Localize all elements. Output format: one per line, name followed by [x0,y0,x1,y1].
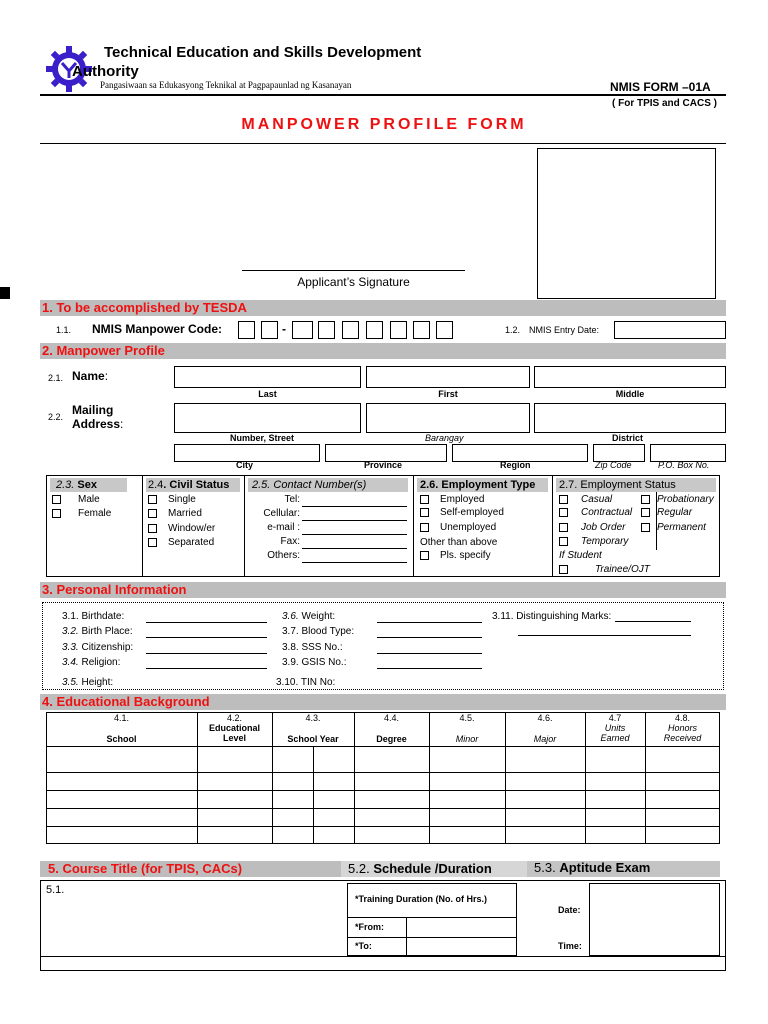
status-probationary[interactable]: Probationary [641,494,714,505]
sss-line[interactable] [377,653,482,654]
specify-checkbox[interactable] [420,551,429,560]
date-label: Date: [558,905,581,915]
code-digit-9[interactable] [436,321,453,339]
district-label: District [612,433,644,443]
barangay-label: Barangay [425,433,464,443]
to-label: *To: [355,941,372,951]
district-field[interactable] [534,403,726,433]
status-temporary[interactable]: Temporary [559,536,628,547]
pobox-label: P.O. Box No. [658,460,710,470]
fax-label: Fax: [280,536,300,547]
civil-option-single[interactable]: Single [148,494,196,505]
empstatus-title: 2.7. Employment Status [559,479,676,491]
casual-checkbox[interactable] [559,495,568,504]
others-label: Others: [267,550,300,561]
separated-checkbox[interactable] [148,538,157,547]
course-title-num: 5.1. [46,884,65,896]
code-dash: - [282,322,286,336]
status-trainee[interactable]: Trainee/OJT [559,564,650,575]
section2-bar [40,343,726,359]
sex-option-male[interactable]: Male [52,494,100,505]
title-rule [40,143,726,144]
bloodtype-label: 3.7. Blood Type: [282,626,355,637]
others-line[interactable] [302,562,407,563]
province-label: Province [364,460,403,470]
edu-row-line [46,746,720,747]
edu-row-line [46,808,720,809]
sex-title: 2.3. Sex [56,479,97,491]
code-digit-1[interactable] [238,321,255,339]
pls-specify[interactable]: Pls. specify [420,550,491,561]
signature-label: Applicant’s Signature [297,275,410,289]
aptitude-box [589,883,720,956]
birthdate-label: 3.1. Birthdate: [62,611,125,622]
status-permanent[interactable]: Permanent [641,522,706,533]
street-label: Number, Street [230,433,295,443]
mailing-label-2: Address: [72,417,124,431]
course-bottom-line [40,956,726,957]
permanent-checkbox[interactable] [641,523,650,532]
tel-label: Tel: [284,494,300,505]
section2-title: 2. Manpower Profile [42,343,165,358]
edu-head-year: 4.3. School Year [287,713,339,744]
last-label: Last [258,389,277,399]
section3-bar [40,582,726,598]
section1-bar [40,300,726,316]
status-contractual[interactable]: Contractual [559,507,632,518]
unemployed-checkbox[interactable] [420,523,429,532]
first-label: First [438,389,458,399]
code-digit-8[interactable] [413,321,430,339]
training-duration-label: *Training Duration (No. of Hrs.) [355,894,487,904]
trainee-checkbox[interactable] [559,565,568,574]
code-digit-6[interactable] [366,321,383,339]
edu-row-line [46,772,720,773]
cellular-line[interactable] [302,520,407,521]
code-digit-3[interactable] [292,321,313,339]
birthplace-label: 3.2. Birth Place: [62,626,133,637]
code-digit-4[interactable] [318,321,335,339]
status-casual[interactable]: Casual [559,494,612,505]
org-name-line1: Technical Education and Skills Development [104,44,422,61]
cellular-label: Cellular: [263,508,300,519]
emptype-employed[interactable]: Employed [420,494,484,505]
manpower-code-label: NMIS Manpower Code: [92,322,223,336]
single-checkbox[interactable] [148,495,157,504]
code-digit-7[interactable] [390,321,407,339]
civil-option-widow[interactable]: Window/er [148,523,215,534]
widow-checkbox[interactable] [148,524,157,533]
emptype-self[interactable]: Self-employed [420,507,504,518]
region-label: Region [500,460,531,470]
status-regular[interactable]: Regular [641,507,692,518]
status-col-divider-4 [552,475,553,577]
header-rule [40,94,726,96]
contact-title: 2.5. Contact Number(s) [252,479,367,491]
form-title: MANPOWER PROFILE FORM [241,116,527,133]
edu-row-line [46,790,720,791]
org-subtitle: Pangasiwaan sa Edukasyong Teknikal at Pagpapaunlad ng Kasanayan [100,80,352,90]
personal-info-box [42,602,724,690]
citizenship-label: 3.3. Citizenship: [62,642,134,653]
edu-col-3b [313,746,314,844]
photo-box[interactable] [537,148,716,299]
entry-date-field[interactable] [614,321,726,339]
item-2-2-num: 2.2. [48,412,64,422]
joborder-checkbox[interactable] [559,523,568,532]
if-student-label: If Student [559,550,602,561]
city-label: City [236,460,254,470]
edu-head-units: 4.7 Units Earned [600,713,630,743]
from-label: *From: [355,922,384,932]
time-label: Time: [558,941,582,951]
middle-label: Middle [615,389,645,399]
form-scope: ( For TPIS and CACS ) [612,98,717,109]
weight-label: 3.6. Weight: [282,611,336,622]
section4-bar [40,694,726,710]
item-1-2-num: 1.2. [505,325,521,335]
tel-line[interactable] [302,506,407,507]
edu-row-line [46,826,720,827]
civil-title: 2.4. Civil Status [148,479,230,491]
married-checkbox[interactable] [148,509,157,518]
status-joborder[interactable]: Job Order [559,522,625,533]
citizenship-line[interactable] [146,653,267,654]
section4-title: 4. Educational Background [42,694,210,709]
height-label: 3.5. Height: [62,677,114,688]
barangay-field[interactable] [366,403,530,433]
marks-label: 3.11. Distinguishing Marks: [492,611,612,622]
entry-date-label: NMIS Entry Date: [529,325,600,335]
aptitude-title: 5.3. Aptitude Exam [534,860,651,875]
other-than-label: Other than above [420,537,498,548]
employed-checkbox[interactable] [420,495,429,504]
gsis-line[interactable] [377,668,482,669]
civil-option-separated[interactable]: Separated [148,537,214,548]
item-2-1-num: 2.1. [48,373,64,383]
name-label: Name: [72,369,109,383]
org-name-line2: Authority [72,63,139,80]
code-digit-2[interactable] [261,321,278,339]
self-employed-checkbox[interactable] [420,508,429,517]
code-digit-5[interactable] [342,321,359,339]
first-name-field[interactable] [366,366,530,388]
edu-head-school: 4.1. School [106,713,137,744]
marks-line-1[interactable] [615,621,691,622]
bloodtype-line[interactable] [377,637,482,638]
edu-head-minor: 4.5. Minor [455,713,479,744]
middle-name-field[interactable] [534,366,726,388]
emptype-title: 2.6. Employment Type [420,479,536,491]
email-line[interactable] [302,534,407,535]
edu-head-honors: 4.8. Honors Received [663,713,702,743]
section3-title: 3. Personal Information [42,582,187,597]
zip-label: Zip Code [595,460,632,470]
regular-checkbox[interactable] [641,508,650,517]
sss-label: 3.8. SSS No.: [282,642,343,653]
signature-line[interactable] [242,270,465,271]
religion-line[interactable] [146,668,267,669]
fax-line[interactable] [302,548,407,549]
mailing-label-1: Mailing [72,403,114,417]
male-checkbox[interactable] [52,495,61,504]
edu-head-level: 4.2. Educational Level [208,713,260,743]
street-field[interactable] [174,403,361,433]
tin-label: 3.10. TIN No: [276,677,336,688]
status-col-divider-2 [244,475,245,577]
status-col-divider-1 [142,475,143,577]
weight-line[interactable] [377,622,482,623]
contractual-checkbox[interactable] [559,508,568,517]
probationary-checkbox[interactable] [641,495,650,504]
status-col-divider-3 [413,475,414,577]
marks-line-2[interactable] [518,635,691,636]
religion-label: 3.4. Religion: [62,657,121,668]
birthplace-line[interactable] [146,637,267,638]
edu-head-major: 4.6. Major [533,713,557,744]
section5-title: 5. Course Title (for TPIS, CACs) [48,861,243,876]
schedule-title: 5.2. Schedule /Duration [348,861,492,876]
from-field[interactable] [407,917,517,937]
form-number: NMIS FORM –01A [610,80,711,94]
temporary-checkbox[interactable] [559,537,568,546]
to-field[interactable] [407,937,517,956]
gsis-label: 3.9. GSIS No.: [282,657,347,668]
female-checkbox[interactable] [52,509,61,518]
margin-marker [0,287,10,299]
birthdate-line[interactable] [146,622,267,623]
last-name-field[interactable] [174,366,361,388]
civil-option-married[interactable]: Married [148,508,202,519]
email-label: e-mail : [267,522,300,533]
sex-option-female[interactable]: Female [52,508,111,519]
item-1-1-num: 1.1. [56,325,72,335]
emptype-unemployed[interactable]: Unemployed [420,522,496,533]
edu-head-degree: 4.4. Degree [376,713,407,744]
section1-title: 1. To be accomplished by TESDA [42,300,247,315]
